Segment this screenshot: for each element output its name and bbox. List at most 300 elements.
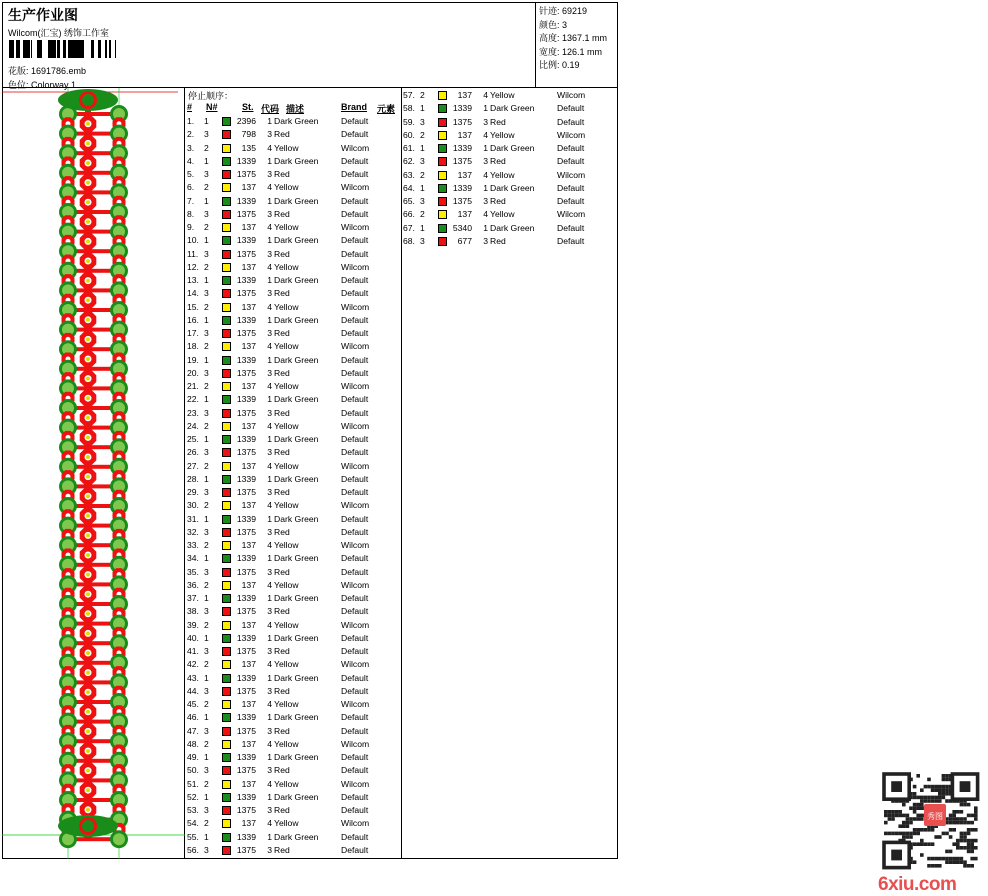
color-swatch [222, 448, 231, 457]
stop-code: 4 [267, 222, 272, 232]
stop-row [186, 380, 400, 393]
stop-stitch-count: 1375 [236, 208, 256, 219]
stop-stitch-count: 137 [241, 182, 256, 193]
stop-code: 1 [267, 712, 272, 723]
color-swatch [438, 197, 447, 206]
stop-needle: 2 [204, 738, 209, 749]
stop-stitch-count: 1375 [236, 328, 256, 338]
stop-row [402, 182, 616, 195]
stop-description: Red [274, 566, 290, 577]
stop-stitch-count: 1375 [236, 487, 256, 497]
stop-needle: 2 [204, 142, 209, 153]
color-swatch [222, 621, 231, 630]
stop-brand: Default [341, 487, 369, 497]
col-header-n: N# [206, 102, 218, 112]
stop-needle: 1 [204, 553, 209, 564]
stop-brand: Default [341, 566, 369, 577]
stop-index: 20. [187, 367, 199, 378]
stop-row [186, 367, 400, 380]
stop-stitch-count: 1339 [236, 513, 256, 524]
stop-index: 61. [403, 143, 415, 153]
stop-row [186, 221, 400, 234]
stop-index: 60. [403, 129, 415, 140]
stop-brand: Default [341, 712, 369, 723]
stop-code: 3 [483, 116, 488, 127]
stop-stitch-count: 1375 [236, 447, 256, 458]
color-swatch [222, 740, 231, 749]
stop-row [402, 155, 616, 168]
stop-index: 42. [187, 659, 199, 670]
stop-row [186, 632, 400, 645]
stop-brand: Wilcom [341, 540, 370, 550]
stop-row [186, 354, 400, 367]
color-swatch [222, 819, 231, 828]
color-swatch [438, 104, 447, 113]
stop-stitch-count: 1339 [236, 712, 256, 723]
stop-brand: Default [341, 169, 369, 179]
pattern-file: 花版: 1691786.emb [8, 66, 87, 76]
stop-needle: 1 [420, 103, 425, 114]
stat-width: 宽度: 126.1 mm [539, 46, 603, 57]
stop-stitch-count: 137 [241, 500, 256, 511]
stop-brand: Wilcom [341, 261, 370, 272]
stop-code: 1 [267, 394, 272, 405]
stop-description: Red [274, 328, 290, 338]
color-swatch [222, 581, 231, 590]
col-header-idx: # [187, 102, 193, 112]
stop-code: 4 [483, 169, 488, 180]
stop-index: 29. [187, 487, 199, 497]
color-swatch [222, 753, 231, 762]
stop-description: Dark Green [274, 831, 319, 842]
stop-description: Yellow [274, 699, 299, 709]
stop-description: Red [274, 685, 290, 696]
stop-stitch-count: 1375 [236, 805, 256, 815]
stop-index: 32. [187, 526, 199, 537]
stop-stitch-count: 1375 [452, 196, 472, 206]
color-swatch [222, 674, 231, 683]
stop-row [186, 234, 400, 247]
stop-code: 3 [267, 208, 272, 219]
stop-index: 30. [187, 500, 199, 511]
stop-brand: Wilcom [341, 500, 370, 511]
stop-code: 3 [267, 288, 272, 299]
stop-stitch-count: 137 [457, 169, 472, 180]
color-swatch [222, 210, 231, 219]
stop-sequence-list-continued [402, 88, 957, 895]
stop-index: 35. [187, 566, 199, 577]
stop-brand: Default [557, 143, 585, 153]
stop-index: 16. [187, 314, 199, 325]
stop-brand: Wilcom [341, 142, 370, 153]
stop-index: 12. [187, 261, 199, 272]
color-swatch [222, 316, 231, 325]
stop-code: 1 [267, 473, 272, 484]
svg-text:秀图: 秀图 [927, 812, 943, 821]
stop-needle: 2 [204, 540, 209, 550]
stop-code: 3 [267, 844, 272, 855]
stop-brand: Default [341, 473, 369, 484]
stop-code: 4 [267, 540, 272, 550]
stop-code: 1 [267, 116, 272, 126]
stop-description: Red [274, 646, 290, 656]
stop-code: 3 [267, 805, 272, 815]
stop-description: Red [274, 606, 290, 617]
stop-stitch-count: 135 [241, 142, 256, 153]
stop-row [186, 698, 400, 711]
stop-description: Dark Green [274, 314, 319, 325]
stop-row [186, 486, 400, 499]
stop-code: 3 [267, 248, 272, 259]
stop-sequence-list [186, 88, 402, 859]
stop-index: 56. [187, 844, 199, 855]
stop-brand: Default [341, 116, 369, 126]
stop-index: 40. [187, 632, 199, 643]
stop-description: Dark Green [274, 116, 319, 126]
stop-stitch-count: 1339 [452, 182, 472, 193]
color-swatch [222, 687, 231, 696]
stop-description: Dark Green [274, 195, 319, 206]
stop-description: Dark Green [274, 632, 319, 643]
stop-brand: Default [557, 235, 585, 246]
color-swatch [222, 594, 231, 603]
stop-brand: Wilcom [341, 381, 370, 391]
stop-stitch-count: 1339 [236, 791, 256, 802]
stop-index: 50. [187, 765, 199, 776]
stop-description: Red [274, 725, 290, 736]
stop-row [186, 274, 400, 287]
color-swatch [222, 342, 231, 351]
stop-index: 62. [403, 156, 415, 167]
stop-brand: Wilcom [341, 341, 370, 352]
stop-description: Red [274, 844, 290, 855]
stop-needle: 2 [204, 301, 209, 312]
stop-code: 4 [267, 381, 272, 391]
stop-description: Dark Green [490, 143, 535, 153]
stop-row [186, 168, 400, 181]
stop-index: 48. [187, 738, 199, 749]
stop-needle: 3 [204, 288, 209, 299]
color-swatch [438, 210, 447, 219]
stop-code: 1 [267, 831, 272, 842]
stop-needle: 1 [204, 712, 209, 723]
stop-code: 4 [267, 778, 272, 789]
stop-row [186, 552, 400, 565]
stop-description: Dark Green [274, 672, 319, 683]
stop-code: 1 [483, 182, 488, 193]
stop-needle: 3 [204, 646, 209, 656]
stop-code: 1 [267, 752, 272, 762]
stop-index: 68. [403, 235, 415, 246]
color-swatch [222, 793, 231, 802]
stop-needle: 2 [204, 460, 209, 471]
stop-brand: Default [341, 553, 369, 564]
stop-description: Dark Green [274, 513, 319, 524]
stop-brand: Wilcom [341, 579, 370, 590]
stop-needle: 2 [204, 659, 209, 670]
stop-row [186, 619, 400, 632]
stop-brand: Wilcom [341, 182, 370, 193]
stop-index: 21. [187, 381, 199, 391]
stop-row [186, 817, 400, 830]
stop-needle: 2 [204, 341, 209, 352]
stop-index: 54. [187, 818, 199, 829]
stop-stitch-count: 1339 [236, 155, 256, 166]
color-swatch [222, 727, 231, 736]
color-swatch [222, 356, 231, 365]
stop-row [186, 314, 400, 327]
stop-index: 26. [187, 447, 199, 458]
stop-code: 1 [267, 791, 272, 802]
stop-code: 4 [267, 182, 272, 193]
stop-needle: 1 [204, 394, 209, 405]
stop-stitch-count: 137 [241, 579, 256, 590]
stop-description: Red [274, 367, 290, 378]
color-swatch [222, 183, 231, 192]
stop-needle: 2 [204, 818, 209, 829]
stop-needle: 1 [204, 434, 209, 444]
stop-needle: 3 [204, 367, 209, 378]
stop-index: 59. [403, 116, 415, 127]
stop-row [186, 128, 400, 141]
stop-needle: 3 [204, 407, 209, 418]
stop-code: 4 [267, 579, 272, 590]
stop-stitch-count: 5340 [452, 222, 472, 233]
color-swatch [222, 462, 231, 471]
stop-description: Dark Green [274, 752, 319, 762]
stop-stitch-count: 1375 [236, 606, 256, 617]
stop-needle: 2 [204, 619, 209, 630]
color-swatch [222, 846, 231, 855]
stop-description: Yellow [274, 381, 299, 391]
stop-row [186, 672, 400, 685]
stop-index: 17. [187, 328, 199, 338]
stop-needle: 3 [204, 685, 209, 696]
stop-sequence-label: 停止顺序： [188, 91, 234, 101]
stop-needle: 3 [204, 725, 209, 736]
stop-stitch-count: 1339 [236, 235, 256, 246]
stop-brand: Default [341, 526, 369, 537]
color-swatch [222, 435, 231, 444]
stop-stitch-count: 137 [457, 129, 472, 140]
stat-stitches: 针迹: 69219 [539, 6, 588, 16]
stop-row [186, 844, 400, 857]
color-swatch [222, 130, 231, 139]
color-swatch [222, 833, 231, 842]
stop-row [186, 645, 400, 658]
stop-row [186, 778, 400, 791]
stop-code: 4 [267, 699, 272, 709]
stop-brand: Default [341, 208, 369, 219]
color-swatch [222, 395, 231, 404]
color-swatch [222, 117, 231, 126]
stop-needle: 1 [420, 182, 425, 193]
stop-index: 63. [403, 169, 415, 180]
barcode-image [9, 40, 129, 58]
stop-index: 33. [187, 540, 199, 550]
stop-stitch-count: 1339 [236, 752, 256, 762]
stop-code: 1 [483, 222, 488, 233]
stop-description: Dark Green [274, 712, 319, 723]
color-swatch [222, 382, 231, 391]
stop-needle: 2 [204, 222, 209, 232]
stop-stitch-count: 1339 [236, 314, 256, 325]
stop-needle: 2 [420, 209, 425, 220]
stop-needle: 2 [420, 90, 425, 100]
color-swatch [222, 157, 231, 166]
stop-brand: Default [341, 725, 369, 736]
header [2, 2, 618, 88]
stop-brand: Wilcom [557, 169, 586, 180]
stop-description: Yellow [274, 659, 299, 670]
stop-code: 1 [267, 632, 272, 643]
stop-description: Dark Green [274, 275, 319, 285]
stop-row [186, 142, 400, 155]
stop-description: Red [490, 235, 506, 246]
stop-index: 64. [403, 182, 415, 193]
stop-description: Dark Green [490, 103, 535, 114]
stop-stitch-count: 137 [241, 381, 256, 391]
stop-brand: Default [341, 672, 369, 683]
stop-stitch-count: 1339 [236, 831, 256, 842]
stop-description: Yellow [490, 169, 515, 180]
stop-index: 5. [187, 169, 195, 179]
color-swatch [222, 170, 231, 179]
stop-description: Red [274, 487, 290, 497]
stop-needle: 2 [204, 182, 209, 193]
stop-needle: 2 [204, 420, 209, 431]
stop-stitch-count: 137 [457, 209, 472, 220]
color-swatch [222, 660, 231, 669]
colorway: 色位: Colorway 1 [8, 80, 77, 90]
stop-needle: 1 [204, 593, 209, 603]
stop-code: 3 [483, 235, 488, 246]
stop-row [402, 235, 616, 248]
stop-description: Yellow [274, 579, 299, 590]
stop-needle: 3 [420, 156, 425, 167]
stop-description: Red [274, 208, 290, 219]
stop-brand: Default [557, 103, 585, 114]
stop-row [186, 539, 400, 552]
stop-needle: 1 [204, 235, 209, 246]
stop-stitch-count: 1339 [236, 394, 256, 405]
stop-stitch-count: 137 [241, 818, 256, 829]
stop-brand: Default [341, 805, 369, 815]
stop-code: 4 [483, 129, 488, 140]
stop-code: 1 [483, 103, 488, 114]
stop-index: 7. [187, 195, 195, 206]
stop-brand: Default [341, 831, 369, 842]
stop-brand: Default [341, 328, 369, 338]
stop-brand: Default [341, 752, 369, 762]
stop-code: 1 [267, 434, 272, 444]
stop-needle: 3 [204, 844, 209, 855]
stop-brand: Wilcom [341, 301, 370, 312]
stop-description: Red [274, 169, 290, 179]
stop-index: 23. [187, 407, 199, 418]
stop-needle: 1 [204, 632, 209, 643]
color-swatch [222, 289, 231, 298]
stop-brand: Default [557, 196, 585, 206]
stop-index: 39. [187, 619, 199, 630]
stop-brand: Wilcom [341, 619, 370, 630]
stop-code: 1 [483, 143, 488, 153]
stop-brand: Default [341, 447, 369, 458]
stop-code: 1 [267, 235, 272, 246]
stop-stitch-count: 137 [241, 420, 256, 431]
stop-index: 31. [187, 513, 199, 524]
stop-index: 10. [187, 235, 199, 246]
stop-brand: Default [341, 765, 369, 776]
stop-code: 3 [267, 526, 272, 537]
stop-row [186, 764, 400, 777]
stop-needle: 1 [204, 354, 209, 365]
stop-stitch-count: 137 [241, 301, 256, 312]
stop-brand: Default [557, 116, 585, 127]
stop-index: 3. [187, 142, 195, 153]
stop-row [186, 248, 400, 261]
stop-needle: 3 [204, 566, 209, 577]
stop-brand: Wilcom [557, 90, 586, 100]
stop-index: 24. [187, 420, 199, 431]
stop-stitch-count: 137 [241, 619, 256, 630]
color-swatch [222, 806, 231, 815]
stop-brand: Wilcom [341, 222, 370, 232]
stop-row [186, 566, 400, 579]
stop-row [186, 605, 400, 618]
stop-row [186, 658, 400, 671]
stop-needle: 1 [204, 195, 209, 206]
stop-row [186, 751, 400, 764]
stop-code: 3 [483, 196, 488, 206]
stop-row [186, 738, 400, 751]
stop-needle: 3 [204, 208, 209, 219]
stop-needle: 1 [204, 672, 209, 683]
stop-description: Red [490, 196, 506, 206]
stop-brand: Default [341, 632, 369, 643]
stop-needle: 1 [204, 116, 209, 126]
stop-index: 37. [187, 593, 199, 603]
color-swatch [222, 515, 231, 524]
stop-needle: 1 [204, 275, 209, 285]
stop-stitch-count: 1375 [236, 566, 256, 577]
stop-description: Red [274, 248, 290, 259]
stop-description: Yellow [274, 301, 299, 312]
color-swatch [222, 554, 231, 563]
stop-brand: Default [341, 407, 369, 418]
stop-stitch-count: 1375 [452, 116, 472, 127]
stop-row [186, 513, 400, 526]
stop-needle: 3 [420, 235, 425, 246]
stop-brand: Default [341, 155, 369, 166]
stop-row [186, 446, 400, 459]
stop-brand: Default [341, 394, 369, 405]
stop-description: Dark Green [274, 434, 319, 444]
col-header-brand: Brand [341, 102, 368, 112]
color-swatch [222, 303, 231, 312]
stop-description: Yellow [274, 738, 299, 749]
stop-row [186, 393, 400, 406]
col-header-code: 代码 [261, 104, 280, 114]
stop-code: 4 [483, 209, 488, 220]
stop-index: 9. [187, 222, 195, 232]
stop-row [186, 685, 400, 698]
stop-brand: Default [341, 354, 369, 365]
stop-brand: Default [341, 275, 369, 285]
stop-needle: 1 [204, 791, 209, 802]
stop-code: 3 [267, 447, 272, 458]
stop-description: Yellow [274, 182, 299, 193]
